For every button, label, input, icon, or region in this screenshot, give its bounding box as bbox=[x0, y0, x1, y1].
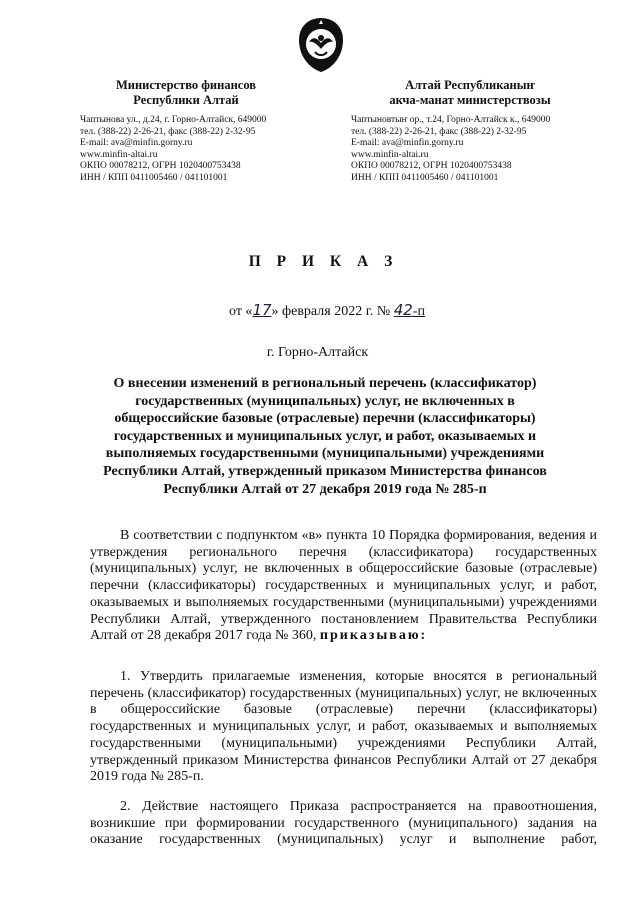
contact-email: E-mail: ava@minfin.gorny.ru bbox=[80, 138, 193, 149]
date-prefix: от « bbox=[229, 304, 253, 319]
contact-email: E-mail: ava@minfin.gorny.ru bbox=[351, 138, 464, 149]
city-line: г. Горно-Алтайск bbox=[266, 345, 369, 360]
date-month-year: » февраля 2022 г. № bbox=[271, 304, 391, 319]
contact-phone: тел. (388-22) 2-26-21, факс (388-22) 2-32-95 bbox=[351, 126, 527, 137]
contact-website: www.minfin-altai.ru bbox=[80, 149, 158, 160]
document-type-heading: П Р И К А З bbox=[248, 253, 399, 270]
contact-address: Чаптынова ул., д.24, г. Горно-Алтайск, 649000 bbox=[80, 115, 267, 125]
contacts-altai bbox=[351, 115, 550, 185]
document-number-suffix: -п bbox=[412, 304, 425, 319]
contact-okpo: ОКПО 00078212, ОГРН 1020400753438 bbox=[80, 161, 241, 172]
contacts-russian bbox=[80, 115, 266, 185]
contact-phone: тел. (388-22) 2-26-21, факс (388-22) 2-32-95 bbox=[80, 126, 256, 137]
org-line: Республики Алтай bbox=[133, 93, 239, 107]
document-title: О внесении изменений в региональный перечень (классификатор) государственных (муниципальных) услуг, не включенных в общероссийские базовые (отраслевые) перечни (классификаторы) государственных и муниципальных услуг, и работ, оказываемых и выполняемых государственными (муниципальными) учреждениями Республики Алтай, утвержденный приказом Министерства финансов Республики Алтай от 27 декабря 2019 года № 285-п bbox=[103, 376, 547, 497]
item-2-text: 2. Действие настоящего Приказа распространяется на правоотношения, возникшие при формировании государственного (муниципального) задания на оказание государственных (муниципальных) услуг и выполнение работ, bbox=[90, 799, 597, 848]
order-keyword: приказываю: bbox=[319, 628, 428, 644]
org-line: Алтай Республиканыҥ bbox=[405, 78, 535, 92]
date-day-handwritten: 17 bbox=[252, 301, 272, 319]
contact-okpo: ОКПО 00078212, ОГРН 1020400753438 bbox=[351, 161, 512, 172]
paragraph-preamble bbox=[90, 528, 597, 645]
paragraph-item-2 bbox=[90, 799, 597, 849]
paragraph-item-1 bbox=[90, 669, 597, 786]
ministry-name-altai bbox=[340, 78, 600, 108]
ministry-name-russian bbox=[56, 78, 316, 108]
org-line: акча-манат министерствозы bbox=[389, 93, 551, 107]
contact-address: Чаптыновтыҥ ор., т.24, Горно-Алтайск к., 649000 bbox=[351, 115, 551, 125]
contact-website: www.minfin-altai.ru bbox=[351, 149, 429, 160]
contact-inn: ИНН / КПП 0411005460 / 041101001 bbox=[80, 172, 228, 183]
contact-inn: ИНН / КПП 0411005460 / 041101001 bbox=[351, 172, 499, 183]
document-number-handwritten: 42 bbox=[393, 301, 413, 319]
item-1-text: 1. Утвердить прилагаемые изменения, которые вносятся в региональный перечень (классификатор) государственных (муниципальных) услуг, не включенных в общероссийские базовые (отраслевые) перечни (классификаторы) государственных и муниципальных услуг, и работ, оказываемых и выполняемых государственными (муниципальными) учреждениями Республики Алтай, утвержденный приказом Министерства финансов Республики Алтай от 27 декабря 2019 года № 285-п. bbox=[90, 669, 597, 785]
document-date-line bbox=[229, 301, 425, 320]
coat-of-arms-emblem bbox=[295, 16, 347, 74]
org-line: Министерство финансов bbox=[115, 78, 257, 92]
preamble-text: В соответствии с подпунктом «в» пункта 10 Порядка формирования, ведения и утверждения регионального перечня (классификатора) государственных (муниципальных) услуг, не включенных в общероссийские базовые (отраслевые) перечни (классификаторы) государственных и муниципальных услуг, и работ, оказываемых и выполняемых государственными (муниципальными) учреждениями Республики Алтай, утвержденного постановлением Правительства Республики Алтай от 28 декабря 2017 года № 360, bbox=[90, 528, 597, 644]
